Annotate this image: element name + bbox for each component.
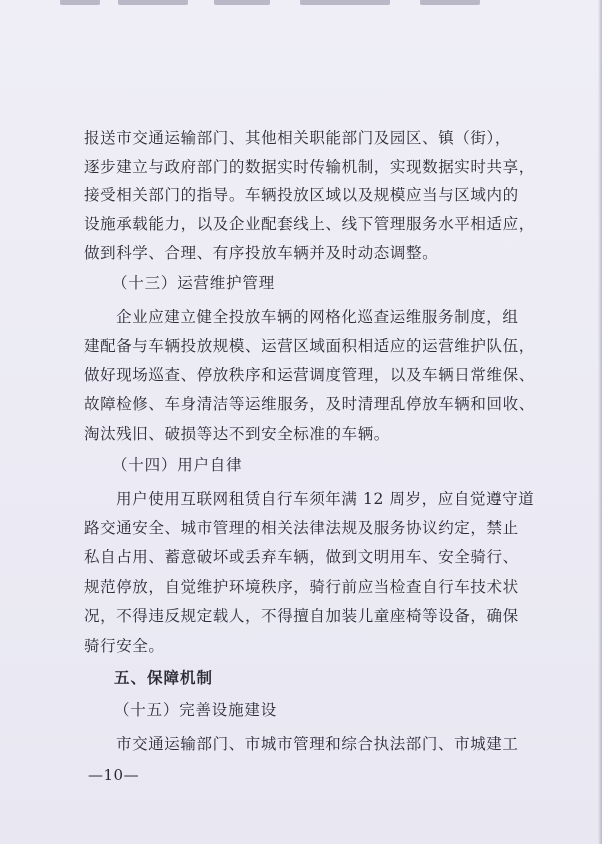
paragraph-line: 路交通安全、城市管理的相关法律法规及服务协议约定，禁止 [84,519,519,537]
paragraph-line: 骑行安全。 [84,637,165,655]
page-number: —10— [88,766,140,784]
paragraph-line: 淘汰残旧、破损等达不到安全标准的车辆。 [84,425,390,443]
paragraph-line: 报送市交通运输部门、其他相关职能部门及园区、镇（街）， [84,129,511,147]
paragraph-line: 况，不得违反规定载人，不得擅自加装儿童座椅等设备，确保 [84,607,519,625]
section-heading-5: 五、保障机制 [114,668,214,687]
top-bleed-through [0,0,602,14]
subsection-heading-15: （十五）完善设施建设 [114,701,278,719]
paragraph-line: 设施承载能力，以及企业配套线上、线下管理服务水平相适应， [84,215,535,233]
paragraph-line: 做到科学、合理、有序投放车辆并及时动态调整。 [84,244,439,262]
scan-edge-shadow [598,0,602,844]
subsection-heading-14: （十四）用户自律 [112,456,243,474]
paragraph-line: 做好现场巡查、停放秩序和运营调度管理，以及车辆日常维保、 [84,366,535,384]
paragraph-line: 逐步建立与政府部门的数据实时传输机制，实现数据实时共享， [84,158,535,176]
paragraph-line: 接受相关部门的指导。车辆投放区域以及规模应当与区域内的 [84,186,519,204]
subsection-heading-13: （十三）运营维护管理 [112,274,276,292]
paragraph-line: 私自占用、蓄意破坏或丢弃车辆，做到文明用车、安全骑行、 [84,548,519,566]
paragraph-line: 用户使用互联网租赁自行车须年满 12 周岁，应自觉遵守道 [116,490,535,508]
paragraph-line: 建配备与车辆投放规模、运营区域面积相适应的运营维护队伍， [84,337,535,355]
paragraph-line: 规范停放，自觉维护环境秩序，骑行前应当检查自行车技术状 [84,578,519,596]
paragraph-line: 故障检修、车身清洁等运维服务，及时清理乱停放车辆和回收、 [84,395,535,413]
paragraph-line: 企业应建立健全投放车辆的网格化巡查运维服务制度，组 [116,308,519,326]
paragraph-line: 市交通运输部门、市城市管理和综合执法部门、市城建工 [116,735,519,753]
